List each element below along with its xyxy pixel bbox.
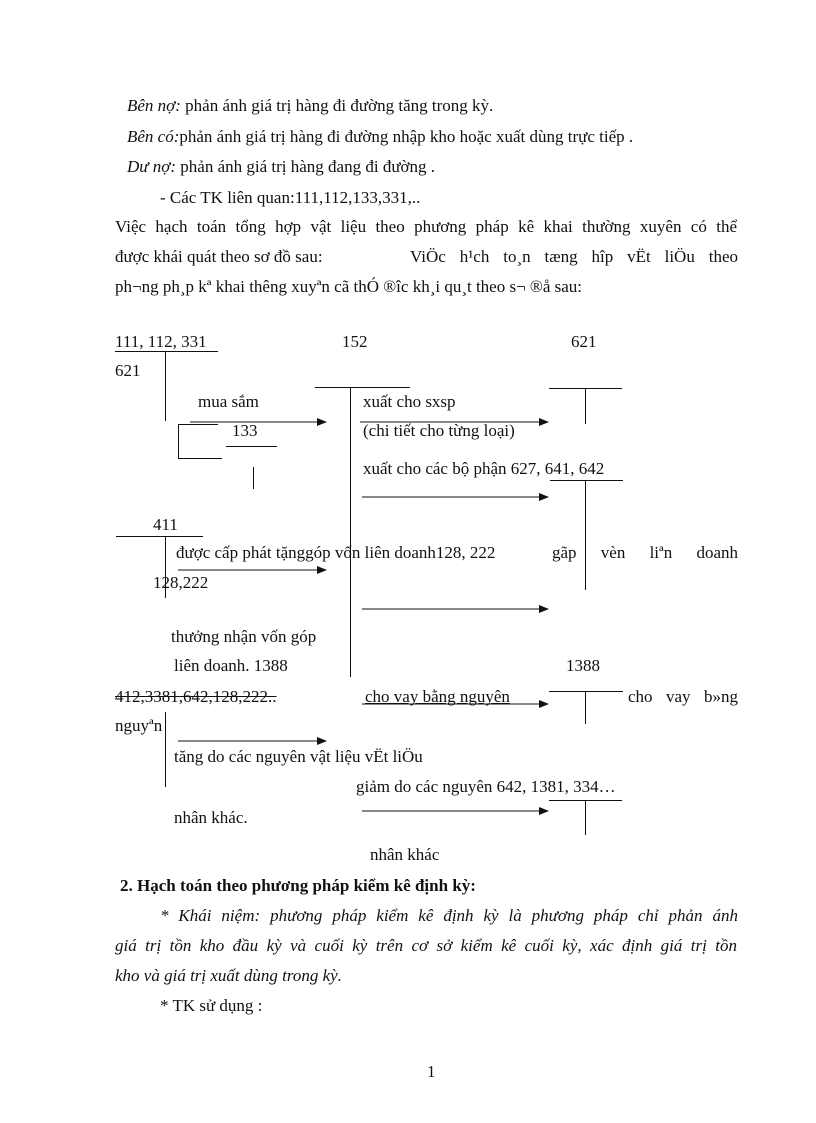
label-increase: tăng do các nguyên vật liệu vËt liÖu — [174, 747, 423, 766]
label-loan-garbled: cho vay b»ng — [628, 687, 738, 706]
account-621-left: 621 — [115, 361, 141, 380]
account-152: 152 — [342, 332, 368, 351]
page-number: 1 — [427, 1062, 436, 1081]
label-nguyen: nguyªn — [115, 716, 163, 735]
credit-text: phản ánh giá trị hàng đi đường nhập kho hoặc xuất dùng trực tiếp . — [179, 127, 634, 146]
paragraph-line-2: được khái quát theo sơ đồ sau: — [115, 247, 323, 266]
label-allocated: được cấp phát tặnggóp vốn liên doanh128, 222 — [176, 543, 496, 562]
label-loan: cho vay bằng nguyên — [365, 687, 510, 706]
concept-line-2: giá trị tồn kho đầu kỳ và cuối kỳ trên cơ sở kiểm kê cuối kỳ, xác định giá trị tồn — [115, 936, 737, 955]
paragraph-line-1: Việc hạch toán tổng hợp vật liệu theo phương pháp kê khai thường xuyên có thể — [115, 217, 737, 236]
balance-text: phản ánh giá trị hàng đang đi đường . — [176, 157, 436, 176]
label-reward-line-1: thưởng nhận vốn góp — [171, 627, 317, 646]
account-1388: 1388 — [566, 656, 600, 675]
balance-label: Dư nợ: — [127, 157, 177, 176]
label-joint-venture: gãp vèn liªn doanh — [552, 543, 738, 562]
paragraph-garbled-a: ViÖc h¹ch to¸n tæng hîp vËt liÖu theo — [410, 247, 738, 266]
tk-used: * TK sử dụng : — [160, 996, 263, 1015]
paragraph-line-3: ph¬ng ph¸p kª khai thêng xuyªn cã thÓ ®îc kh¸i qu¸t theo s¬ ®å sau: — [115, 277, 583, 296]
account-621-header: 621 — [571, 332, 597, 351]
label-other-bottom: nhân khác — [370, 845, 440, 864]
debit-label: Bên nợ: — [127, 96, 181, 115]
label-export-depts: xuất cho các bộ phận 627, 641, 642 — [363, 459, 605, 478]
account-128-222: 128,222 — [153, 573, 209, 592]
label-purchase: mua sắm — [198, 392, 259, 411]
account-411: 411 — [153, 515, 178, 534]
credit-label: Bên có: — [127, 127, 180, 146]
section-2-heading: 2. Hạch toán theo phương pháp kiểm kê định kỳ: — [120, 876, 476, 895]
concept-line-3: kho và giá trị xuất dùng trong kỳ. — [115, 966, 342, 985]
label-decrease: giảm do các nguyên 642, 1381, 334… — [356, 777, 616, 796]
debit-text: phản ánh giá trị hàng đi đường tăng trong kỳ. — [180, 96, 494, 115]
label-reward-line-2: liên doanh. 1388 — [174, 656, 288, 675]
related-accounts: - Các TK liên quan:111,112,133,331,.. — [160, 188, 421, 207]
account-111-112-331: 111, 112, 331 — [115, 332, 207, 351]
label-export-sxsp: xuất cho sxsp — [363, 392, 456, 411]
label-detail: (chi tiết cho từng loại) — [363, 421, 515, 440]
account-133: 133 — [232, 421, 258, 440]
label-other-left: nhân khác. — [174, 808, 248, 827]
concept-line-1: * Khái niệm: phương pháp kiểm kê định kỳ là phương pháp chỉ phản ánh — [160, 906, 738, 925]
label-account-list: 412,3381,642,128,222.. — [115, 687, 277, 706]
